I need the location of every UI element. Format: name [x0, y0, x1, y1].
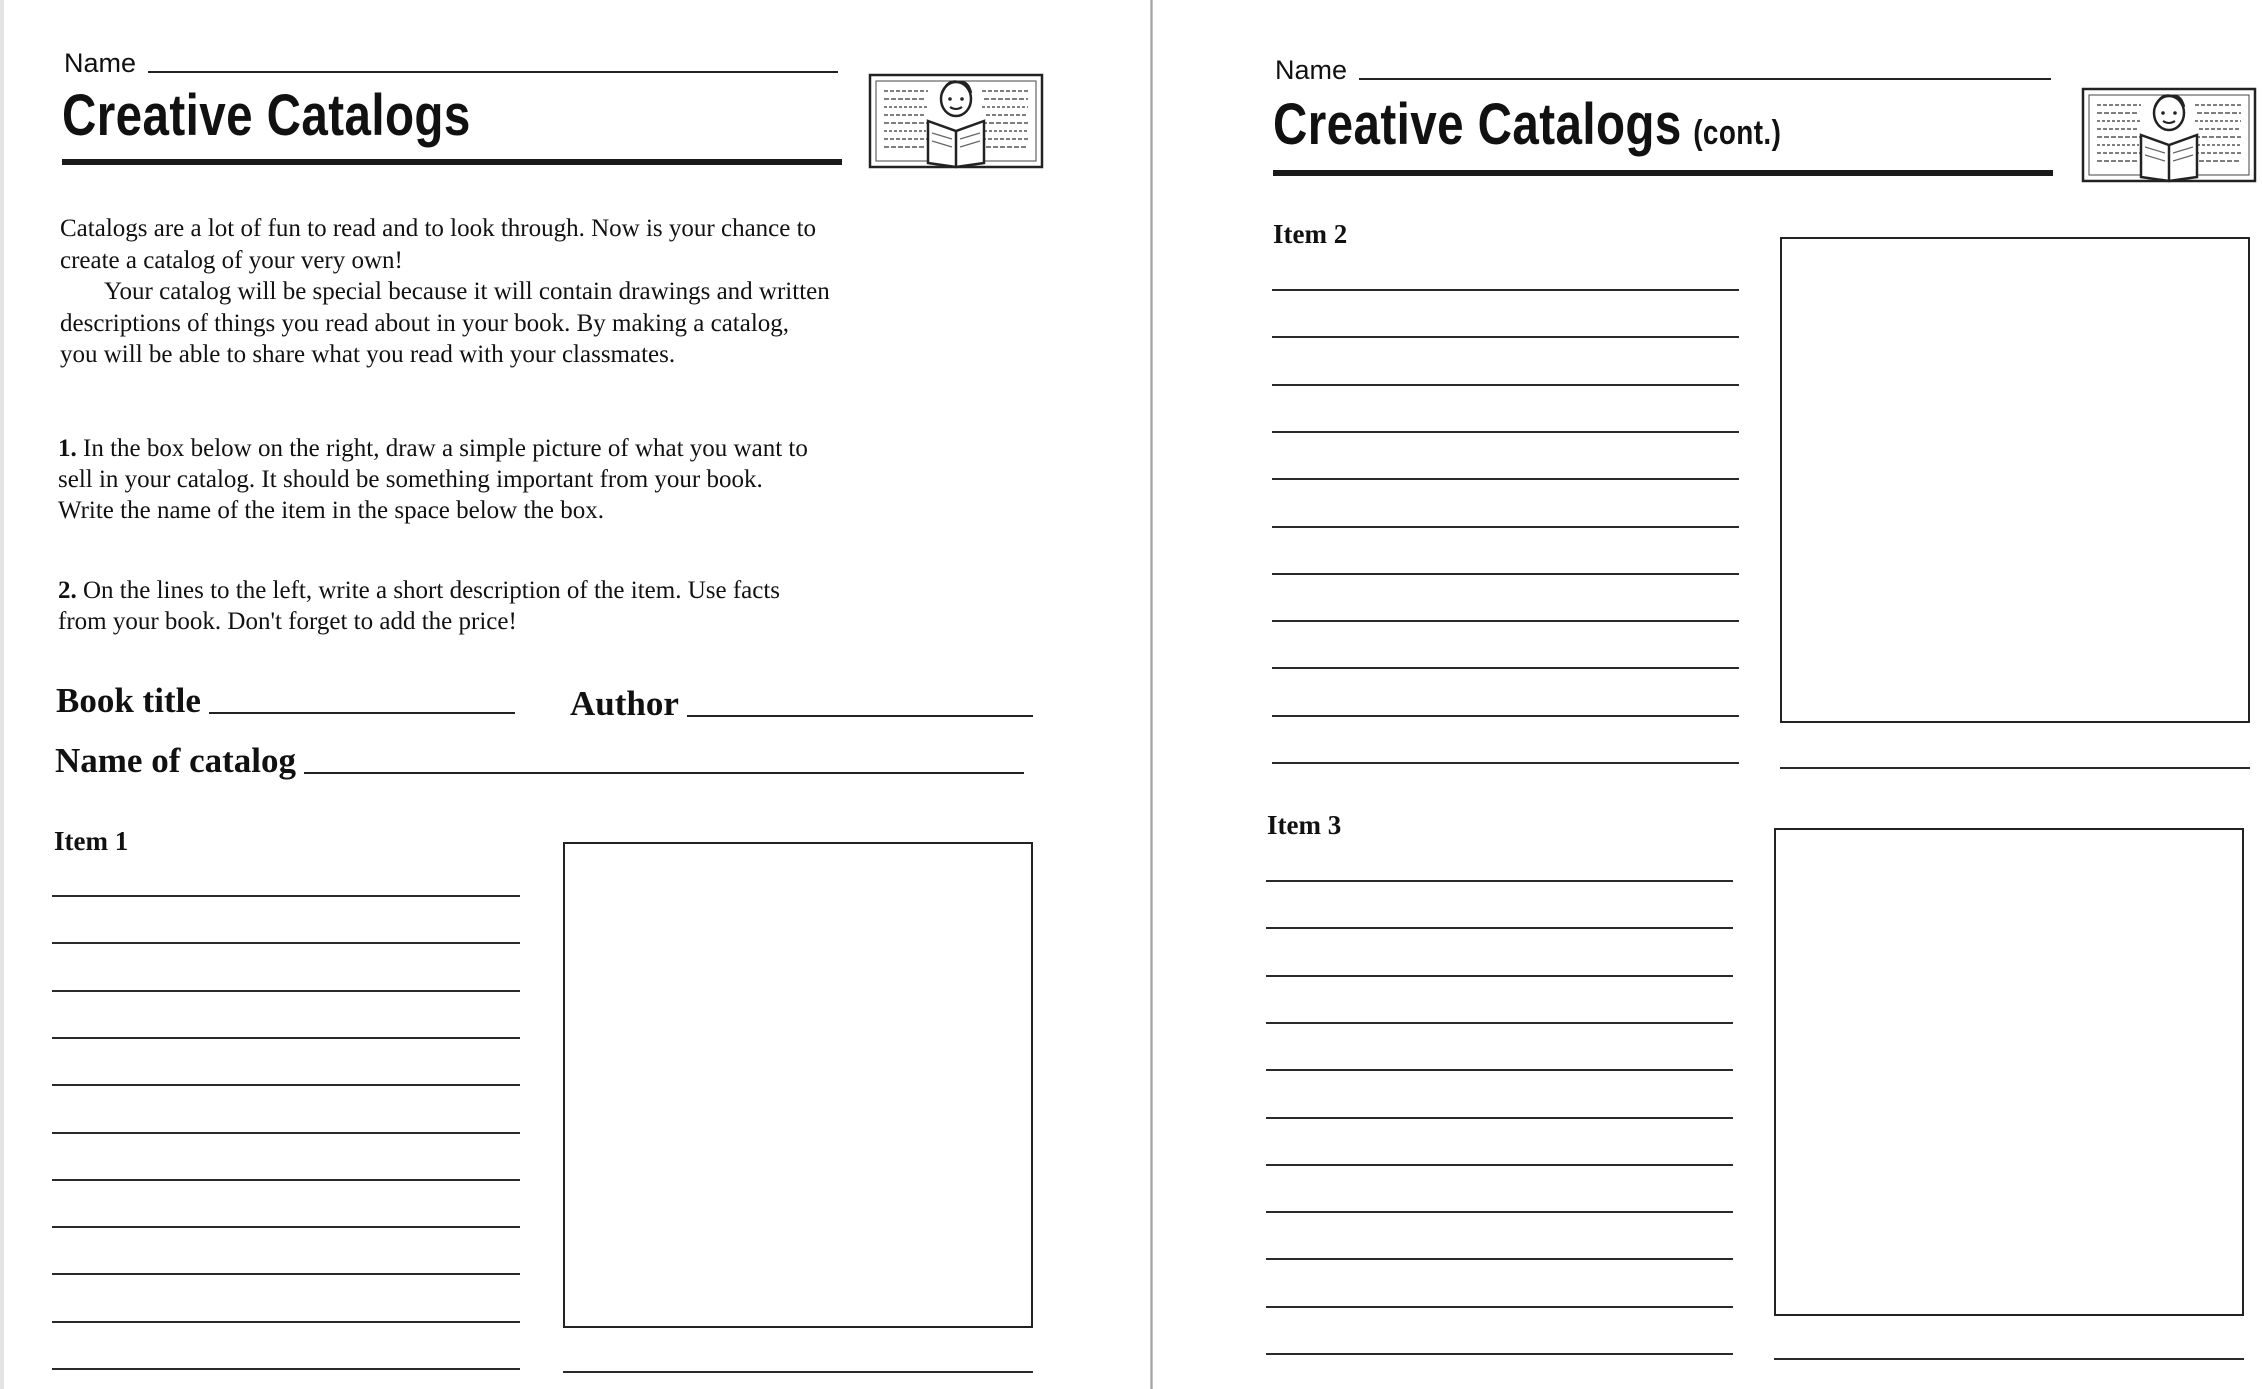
step-2: [58, 575, 818, 637]
description-write-line[interactable]: [1272, 526, 1739, 528]
description-write-line[interactable]: [1266, 1117, 1733, 1119]
description-write-line[interactable]: [52, 895, 520, 897]
item-3-label: Item 3: [1267, 810, 1342, 840]
page-title-right-text: Creative Catalogs: [1273, 92, 1682, 157]
description-write-line[interactable]: [1272, 667, 1739, 669]
description-write-line[interactable]: [1266, 1069, 1733, 1071]
description-write-line[interactable]: [52, 942, 520, 944]
description-write-line[interactable]: [1266, 1022, 1733, 1024]
name-field: [64, 50, 838, 77]
name-write-line-right[interactable]: [1359, 78, 2051, 80]
title-rule-right: [1273, 170, 2053, 176]
description-write-line[interactable]: [1272, 573, 1739, 575]
description-write-line[interactable]: [52, 1179, 520, 1181]
book-title-label: Book title: [56, 681, 201, 720]
item-3-drawing-box[interactable]: [1774, 828, 2244, 1316]
description-write-line[interactable]: [1272, 431, 1739, 433]
description-write-line[interactable]: [1272, 289, 1739, 291]
name-field-right: [1275, 57, 2051, 84]
description-write-line[interactable]: [52, 1321, 520, 1323]
step-1: [58, 433, 818, 526]
item-2-drawing-box[interactable]: [1780, 237, 2250, 723]
description-write-line[interactable]: [1272, 620, 1739, 622]
catalog-name-field: [55, 743, 1024, 778]
description-write-line[interactable]: [52, 1084, 520, 1086]
child-reading-book-icon: [2081, 87, 2257, 183]
description-write-line[interactable]: [52, 1368, 520, 1370]
catalog-name-label: Name of catalog: [55, 741, 297, 780]
description-write-line[interactable]: [1266, 1258, 1733, 1260]
title-rule: [62, 159, 842, 165]
description-write-line[interactable]: [52, 1132, 520, 1134]
description-write-line[interactable]: [52, 1273, 520, 1275]
author-field: [570, 686, 1033, 721]
description-write-line[interactable]: [1272, 715, 1739, 717]
page-title-right: [1273, 92, 1782, 157]
step-2-number: 2.: [58, 577, 77, 604]
author-write-line[interactable]: [687, 715, 1033, 717]
item-1-name-line[interactable]: [563, 1371, 1033, 1373]
description-write-line[interactable]: [1272, 478, 1739, 480]
name-label-right: Name: [1275, 55, 1348, 85]
step-2-text: On the lines to the left, write a short description of the item. Use facts from your book. Don't forget to add the price!: [58, 577, 781, 635]
description-write-line[interactable]: [1266, 1353, 1733, 1355]
book-title-field: [56, 683, 515, 718]
step-1-number: 1.: [58, 435, 77, 462]
worksheet-page-right: [1155, 0, 2262, 1389]
name-label: Name: [64, 48, 137, 78]
page-title-suffix: (cont.): [1693, 114, 1782, 152]
description-write-line[interactable]: [1266, 1211, 1733, 1213]
catalog-name-write-line[interactable]: [304, 772, 1024, 774]
description-write-line[interactable]: [52, 990, 520, 992]
description-write-line[interactable]: [1266, 927, 1733, 929]
page-title: [62, 83, 471, 148]
description-write-line[interactable]: [1266, 975, 1733, 977]
description-write-line[interactable]: [1272, 762, 1739, 764]
item-3-name-line[interactable]: [1774, 1358, 2244, 1360]
author-label: Author: [570, 684, 679, 723]
description-write-line[interactable]: [1272, 384, 1739, 386]
book-title-write-line[interactable]: [209, 712, 515, 714]
item-1-drawing-box[interactable]: [563, 842, 1033, 1328]
intro-paragraph-2: Your catalog will be special because it will contain drawings and written descriptions of things you read about in your book. By making a catalog, you will be able to share what you read with your classmates.: [60, 278, 830, 368]
child-reading-book-icon: [868, 73, 1044, 169]
description-write-line[interactable]: [52, 1037, 520, 1039]
name-write-line[interactable]: [148, 71, 838, 73]
item-2-name-line[interactable]: [1780, 767, 2250, 769]
description-write-line[interactable]: [1266, 880, 1733, 882]
description-write-line[interactable]: [52, 1226, 520, 1228]
item-1-label: Item 1: [54, 826, 129, 856]
description-write-line[interactable]: [1266, 1306, 1733, 1308]
item-2-label: Item 2: [1273, 219, 1348, 249]
intro-paragraph-1: Catalogs are a lot of fun to read and to look through. Now is your chance to create a catalog of your very own!: [60, 215, 817, 274]
step-1-text: In the box below on the right, draw a simple picture of what you want to sell in your catalog. It should be something important from your book. Write the name of the item in the space below the box.: [58, 435, 808, 524]
intro-text: [60, 213, 830, 371]
page-title-text: Creative Catalogs: [62, 83, 471, 148]
description-write-line[interactable]: [1272, 336, 1739, 338]
description-write-line[interactable]: [1266, 1164, 1733, 1166]
